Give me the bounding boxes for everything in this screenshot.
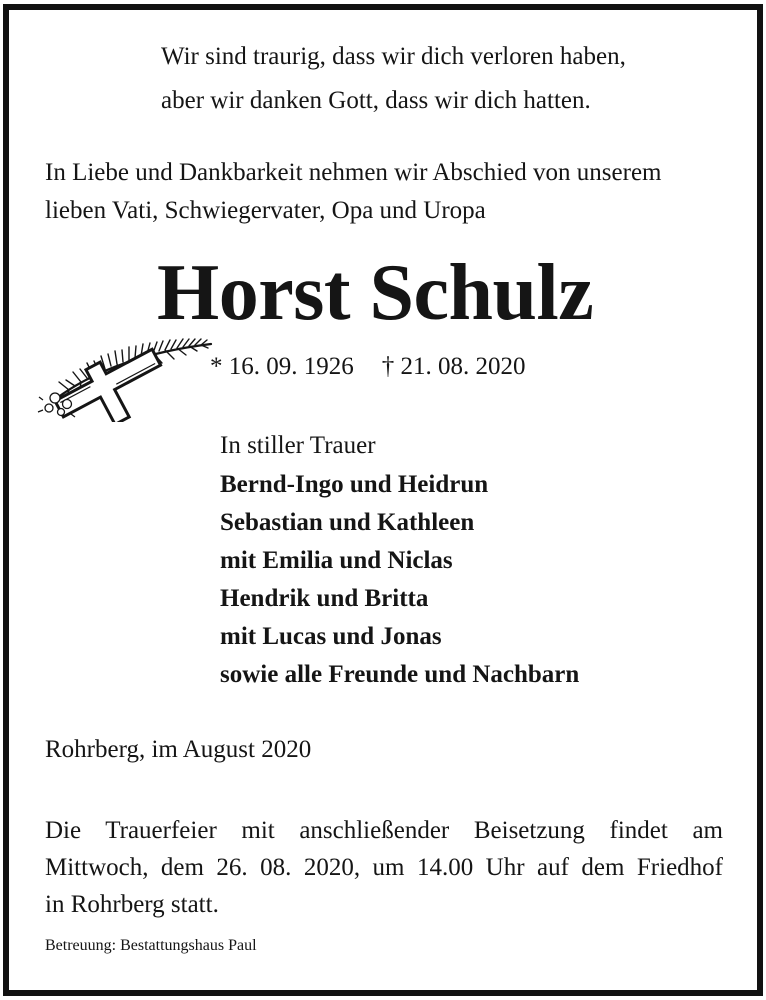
poem-line-1: Wir sind traurig, dass wir dich verloren haben,	[161, 43, 626, 70]
funeral-home-credit: Betreuung: Bestattungshaus Paul	[45, 937, 257, 954]
life-dates	[210, 352, 526, 382]
mourner-name: mit Emilia und Niclas	[220, 547, 453, 574]
funeral-announcement	[45, 812, 723, 923]
funeral-line-3: in Rohrberg statt.	[45, 891, 219, 918]
deceased-name: Horst Schulz	[157, 249, 594, 337]
obituary-notice	[3, 4, 763, 996]
mourner-name: mit Lucas und Jonas	[220, 623, 442, 650]
cross-with-palm-branch-icon	[35, 330, 215, 422]
death-date: † 21. 08. 2020	[381, 353, 526, 380]
mourner-name: Hendrik und Britta	[220, 585, 429, 612]
place-and-date: Rohrberg, im August 2020	[45, 736, 312, 763]
mourners-heading: In stiller Trauer	[220, 432, 376, 459]
funeral-line-1: Die Trauerfeier mit anschließender Beisetzung findet am	[45, 817, 723, 844]
intro-line-2: lieben Vati, Schwiegervater, Opa und Uropa	[45, 197, 486, 224]
intro-line-1: In Liebe und Dankbarkeit nehmen wir Abschied von unserem	[45, 159, 662, 186]
funeral-line-2: Mittwoch, dem 26. 08. 2020, um 14.00 Uhr auf dem Friedhof	[45, 854, 723, 881]
birth-date: * 16. 09. 1926	[210, 353, 354, 380]
poem-line-2: aber wir danken Gott, dass wir dich hatten.	[161, 87, 591, 114]
mourner-name: sowie alle Freunde und Nachbarn	[220, 661, 580, 688]
mourner-name: Bernd-Ingo und Heidrun	[220, 471, 489, 498]
mourner-name: Sebastian und Kathleen	[220, 509, 475, 536]
